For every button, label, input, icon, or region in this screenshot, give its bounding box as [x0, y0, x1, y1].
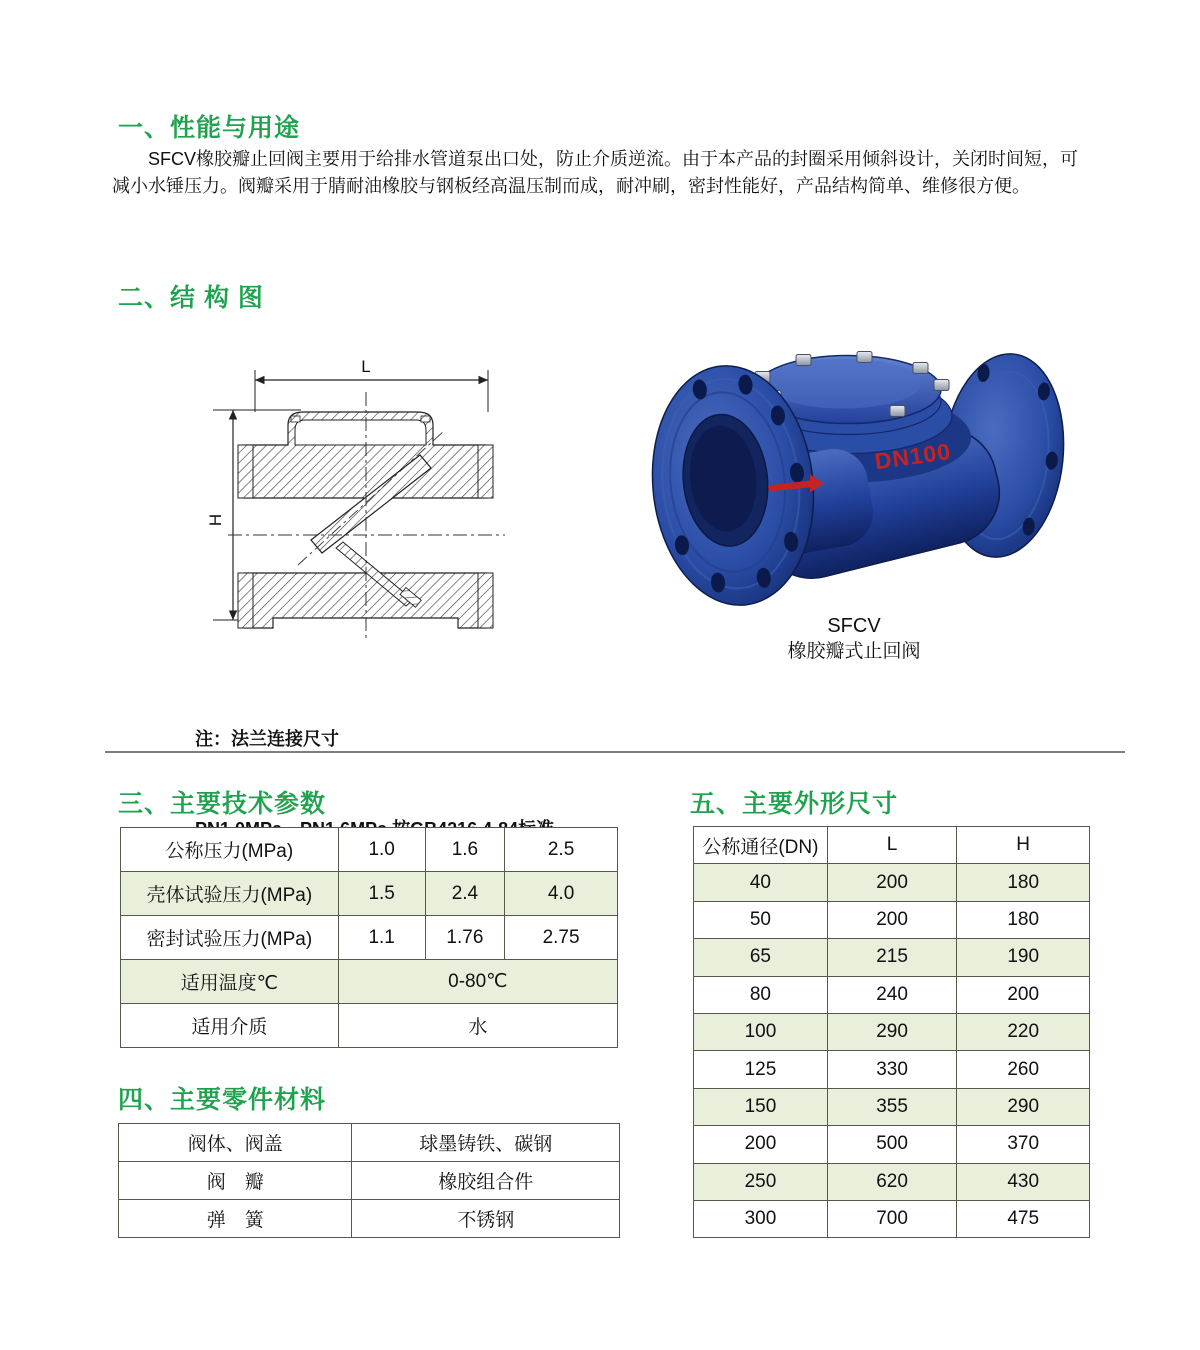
cell: 500: [827, 1126, 956, 1163]
table-header-row: [694, 827, 1090, 864]
table-row: [694, 1126, 1090, 1163]
header-cell: H: [957, 827, 1090, 864]
cell: 200: [827, 901, 956, 938]
table-row: [694, 1051, 1090, 1088]
table-row: [119, 1124, 620, 1162]
cell: 2.4: [425, 872, 505, 916]
cell: 620: [827, 1163, 956, 1200]
cell: 1.5: [338, 872, 425, 916]
flange-note-line1: 注：法兰连接尺寸: [195, 729, 339, 749]
table-row: [119, 1200, 620, 1238]
section2-heading: 二、结 构 图: [118, 284, 264, 312]
cell: 50: [694, 901, 828, 938]
cell: 40: [694, 864, 828, 901]
cell: 阀 瓣: [119, 1162, 352, 1200]
table-row: [121, 960, 618, 1004]
cell: 适用介质: [121, 1004, 339, 1048]
cell: 200: [957, 976, 1090, 1013]
cell: 180: [957, 901, 1090, 938]
cell: 260: [957, 1051, 1090, 1088]
cell: 330: [827, 1051, 956, 1088]
valve-cross-section-drawing: [183, 350, 548, 658]
cell: 0-80℃: [338, 960, 617, 1004]
table-row: [694, 901, 1090, 938]
cell: 220: [957, 1013, 1090, 1050]
cell: 200: [827, 864, 956, 901]
cell: 1.1: [338, 916, 425, 960]
cell: 190: [957, 939, 1090, 976]
cell: 370: [957, 1126, 1090, 1163]
cell: 不锈钢: [352, 1200, 620, 1238]
cell: 200: [694, 1126, 828, 1163]
cell: 弹 簧: [119, 1200, 352, 1238]
dimensions-table: [693, 826, 1090, 1238]
section1-body-text: SFCV橡胶瓣止回阀主要用于给排水管道泵出口处，防止介质逆流。由于本产品的封圈采用倾斜设计，关闭时间短，可减小水锤压力。阀瓣采用于腈耐油橡胶与钢板经高温压制而成，耐冲刷，密封性能好，产品结构简单、维修很方便。: [112, 149, 1079, 196]
cell: 密封试验压力(MPa): [121, 916, 339, 960]
header-cell: 公称通径(DN): [694, 827, 828, 864]
cell: 250: [694, 1163, 828, 1200]
tech-params-table: [120, 827, 618, 1048]
table-row: [694, 1013, 1090, 1050]
photo-caption-model: SFCV: [827, 615, 881, 637]
table-row: [694, 864, 1090, 901]
cell: 700: [827, 1200, 956, 1237]
table-row: [121, 828, 618, 872]
cell: 300: [694, 1200, 828, 1237]
section1-heading: 一、性能与用途: [118, 114, 301, 142]
cell: 180: [957, 864, 1090, 901]
section5-heading: 五、主要外形尺寸: [690, 790, 899, 818]
cell: 1.0: [338, 828, 425, 872]
table-row: [119, 1162, 620, 1200]
cell: 阀体、阀盖: [119, 1124, 352, 1162]
cell: 290: [957, 1088, 1090, 1125]
photo-caption: [638, 613, 1070, 665]
cell: 1.6: [425, 828, 505, 872]
cell: 430: [957, 1163, 1090, 1200]
section3-heading: 三、主要技术参数: [118, 790, 327, 818]
cell: 壳体试验压力(MPa): [121, 872, 339, 916]
section4-heading: 四、主要零件材料: [118, 1086, 327, 1114]
cell: 290: [827, 1013, 956, 1050]
table-row: [694, 1088, 1090, 1125]
table-row: [121, 872, 618, 916]
header-cell: L: [827, 827, 956, 864]
cell: 355: [827, 1088, 956, 1125]
cell: 1.76: [425, 916, 505, 960]
cell: 橡胶组合件: [352, 1162, 620, 1200]
cell: 适用温度℃: [121, 960, 339, 1004]
section-divider-line: [105, 751, 1125, 753]
cell: 150: [694, 1088, 828, 1125]
dn-size-marking: DN100: [873, 438, 953, 475]
table-row: [694, 976, 1090, 1013]
cell: 2.75: [505, 916, 618, 960]
materials-table: [118, 1123, 620, 1238]
table-row: [694, 1163, 1090, 1200]
cell: 215: [827, 939, 956, 976]
cell: 4.0: [505, 872, 618, 916]
cell: 475: [957, 1200, 1090, 1237]
photo-caption-name: 橡胶瓣式止回阀: [787, 641, 921, 662]
cell: 240: [827, 976, 956, 1013]
dim-label-H: H: [206, 513, 225, 527]
table-row: [121, 1004, 618, 1048]
cell: 水: [338, 1004, 617, 1048]
table-row: [121, 916, 618, 960]
cell: 100: [694, 1013, 828, 1050]
dim-label-L: L: [361, 357, 371, 376]
cell: 2.5: [505, 828, 618, 872]
valve-photo: [638, 326, 1070, 614]
cell: 80: [694, 976, 828, 1013]
cell: 球墨铸铁、碳钢: [352, 1124, 620, 1162]
table-row: [694, 1200, 1090, 1237]
cell: 125: [694, 1051, 828, 1088]
cell: 65: [694, 939, 828, 976]
table-row: [694, 939, 1090, 976]
cell: 公称压力(MPa): [121, 828, 339, 872]
